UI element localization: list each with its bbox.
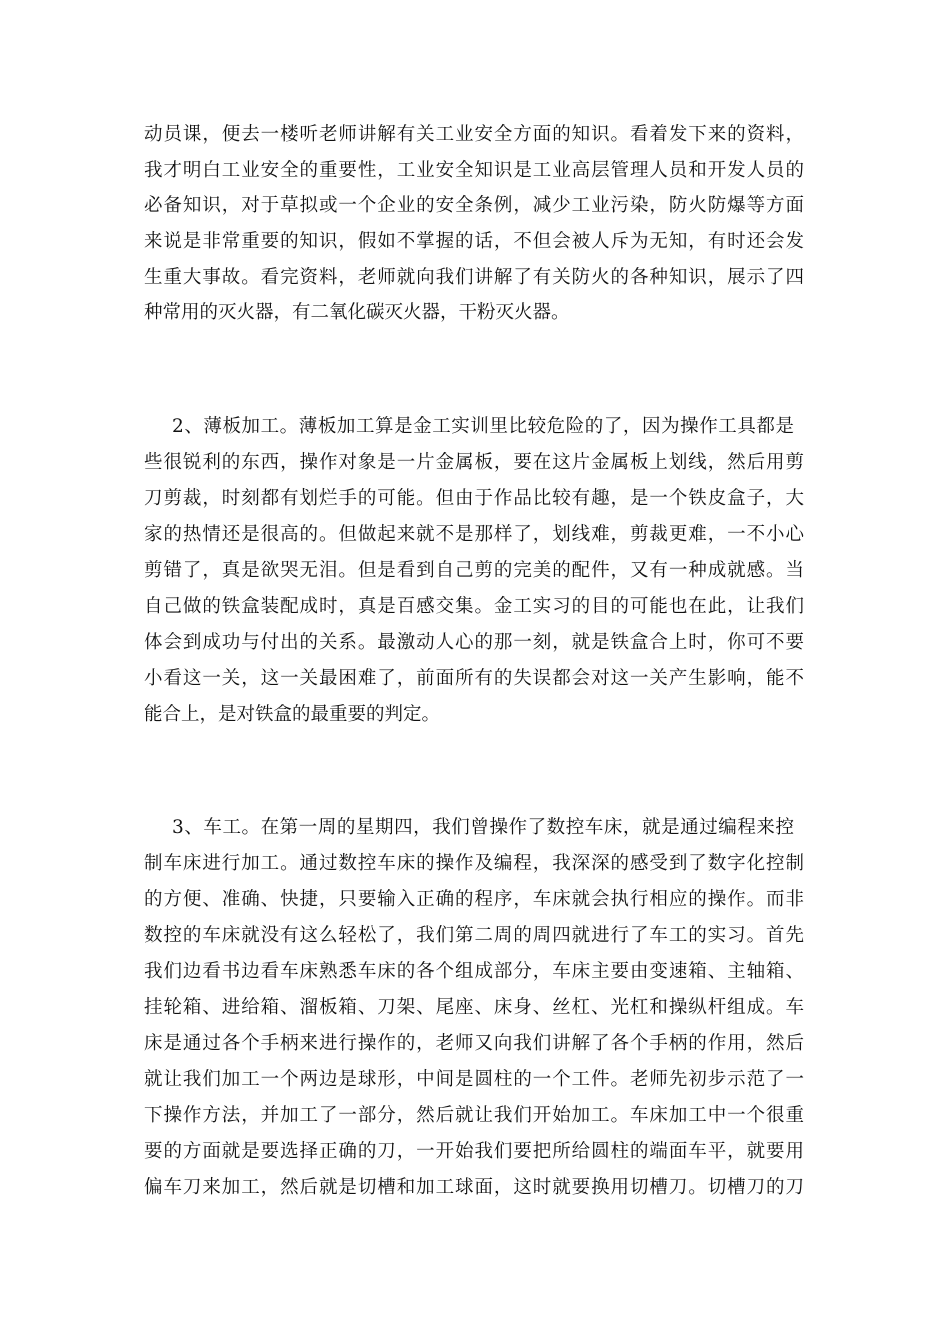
text-line: 小看这一关，这一关最困难了，前面所有的失误都会对这一关产生影响，能不: [144, 668, 804, 689]
text-line: 剪错了，真是欲哭无泪。但是看到自己剪的完美的配件，又有一种成就感。当: [144, 560, 804, 581]
paragraph-first-line: 3、车工。在第一周的星期四，我们曾操作了数控车床，就是通过编程来控: [172, 817, 794, 838]
text-line: 动员课，便去一楼听老师讲解有关工业安全方面的知识。看着发下来的资料，: [144, 124, 804, 145]
text-line: 刀剪裁，时刻都有划烂手的可能。但由于作品比较有趣，是一个铁皮盒子，大: [144, 488, 804, 509]
text-line: 制车床进行加工。通过数控车床的操作及编程，我深深的感受到了数字化控制: [144, 853, 804, 874]
text-line: 就让我们加工一个两边是球形，中间是圆柱的一个工件。老师先初步示范了一: [144, 1069, 804, 1090]
text-line: 自己做的铁盒装配成时，真是百感交集。金工实习的目的可能也在此，让我们: [144, 596, 804, 617]
text-line: 家的热情还是很高的。但做起来就不是那样了，划线难，剪裁更难，一不小心: [144, 524, 804, 545]
text-line: 我才明白工业安全的重要性，工业安全知识是工业高层管理人员和开发人员的: [144, 160, 804, 181]
text-line: 我们边看书边看车床熟悉车床的各个组成部分，车床主要由变速箱、主轴箱、: [144, 961, 804, 982]
text-line: 些很锐利的东西，操作对象是一片金属板，要在这片金属板上划线，然后用剪: [144, 452, 804, 473]
text-line: 生重大事故。看完资料，老师就向我们讲解了有关防火的各种知识，展示了四: [144, 267, 804, 288]
text-line: 的方便、准确、快捷，只要输入正确的程序，车床就会执行相应的操作。而非: [144, 889, 804, 910]
paragraph-first-line: 2、薄板加工。薄板加工算是金工实训里比较危险的了，因为操作工具都是: [172, 416, 794, 437]
text-line: 偏车刀来加工，然后就是切槽和加工球面，这时就要换用切槽刀。切槽刀的刀: [144, 1177, 804, 1198]
text-line: 必备知识，对于草拟或一个企业的安全条例，减少工业污染，防火防爆等方面: [144, 195, 804, 216]
text-line: 种常用的灭火器，有二氧化碳灭火器，干粉灭火器。: [144, 302, 570, 323]
text-line: 要的方面就是要选择正确的刀，一开始我们要把所给圆柱的端面车平，就要用: [144, 1141, 804, 1162]
text-line: 床是通过各个手柄来进行操作的，老师又向我们讲解了各个手柄的作用，然后: [144, 1033, 804, 1054]
text-line: 数控的车床就没有这么轻松了，我们第二周的周四就进行了车工的实习。首先: [144, 925, 804, 946]
text-line: 下操作方法，并加工了一部分，然后就让我们开始加工。车床加工中一个很重: [144, 1105, 804, 1126]
text-line: 体会到成功与付出的关系。最激动人心的那一刻，就是铁盒合上时，你可不要: [144, 632, 804, 653]
text-line: 来说是非常重要的知识，假如不掌握的话，不但会被人斥为无知，有时还会发: [144, 231, 804, 252]
text-line: 挂轮箱、进给箱、溜板箱、刀架、尾座、床身、丝杠、光杠和操纵杆组成。车: [144, 997, 804, 1018]
text-line: 能合上，是对铁盒的最重要的判定。: [144, 704, 441, 725]
